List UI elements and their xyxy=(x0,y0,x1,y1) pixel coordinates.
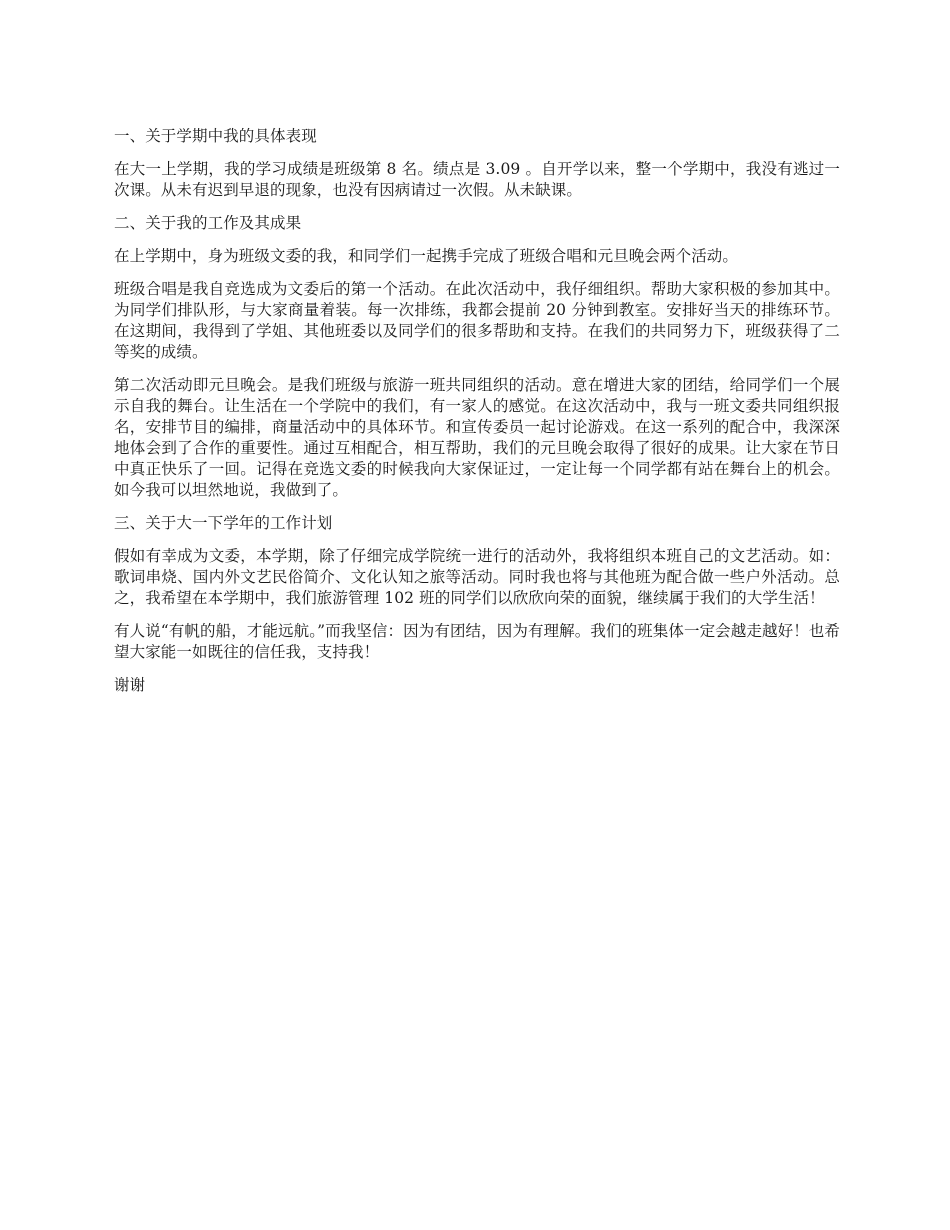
paragraph-closing: 有人说“有帆的船，才能远航。”而我坚信：因为有团结，因为有理解。我们的班集体一定会越走越好！也希望大家能一如既往的信任我，支持我！ xyxy=(114,622,840,661)
section-heading-2: 二、关于我的工作及其成果 xyxy=(114,214,302,232)
paragraph-class-chorus: 班级合唱是我自竞选成为文委后的第一个活动。在此次活动中，我仔细组织。帮助大家积极的参加其中。为同学们排队形，与大家商量着装。每一次排练，我都会提前 20 分钟到教室。安排好当天的排练环节。在这期间，我得到了学姐、其他班委以及同学们的很多帮助和支持。在我们的共同努力下，班级获得了二等奖的成绩。 xyxy=(114,280,840,361)
paragraph-new-year-party: 第二次活动即元旦晚会。是我们班级与旅游一班共同组织的活动。意在增进大家的团结，给同学们一个展示自我的舞台。让生活在一个学院中的我们，有一家人的感觉。在这次活动中，我与一班文委共同组织报名，安排节目的编排，商量活动中的具体环节。和宣传委员一起讨论游戏。在这一系列的配合中，我深深地体会到了合作的重要性。通过互相配合，相互帮助，我们的元旦晚会取得了很好的成果。让大家在节日中真正快乐了一回。记得在竞选文委的时候我向大家保证过，一定让每一个同学都有站在舞台上的机会。如今我可以坦然地说，我做到了。 xyxy=(114,376,840,499)
paragraph-thanks: 谢谢 xyxy=(114,676,146,694)
paragraph-work-intro: 在上学期中，身为班级文委的我，和同学们一起携手完成了班级合唱和元旦晚会两个活动。 xyxy=(114,247,739,265)
section-heading-1: 一、关于学期中我的具体表现 xyxy=(114,127,317,145)
paragraph-academic-performance: 在大一上学期，我的学习成绩是班级第 8 名。绩点是 3.09 。自开学以来，整一个学期中，我没有逃过一次课。从未有迟到早退的现象，也没有因病请过一次假。从未缺课。 xyxy=(114,160,840,199)
section-heading-3: 三、关于大一下学年的工作计划 xyxy=(114,514,333,532)
paragraph-work-plan: 假如有幸成为文委，本学期，除了仔细完成学院统一进行的活动外，我将组织本班自己的文艺活动。如：歌词串烧、国内外文艺民俗简介、文化认知之旅等活动。同时我也将与其他班为配合做一些户外活动。总之，我希望在本学期中，我们旅游管理 102 班的同学们以欣欣向荣的面貌，继续属于我们的大学生活！ xyxy=(114,547,840,607)
document-body xyxy=(114,126,840,708)
